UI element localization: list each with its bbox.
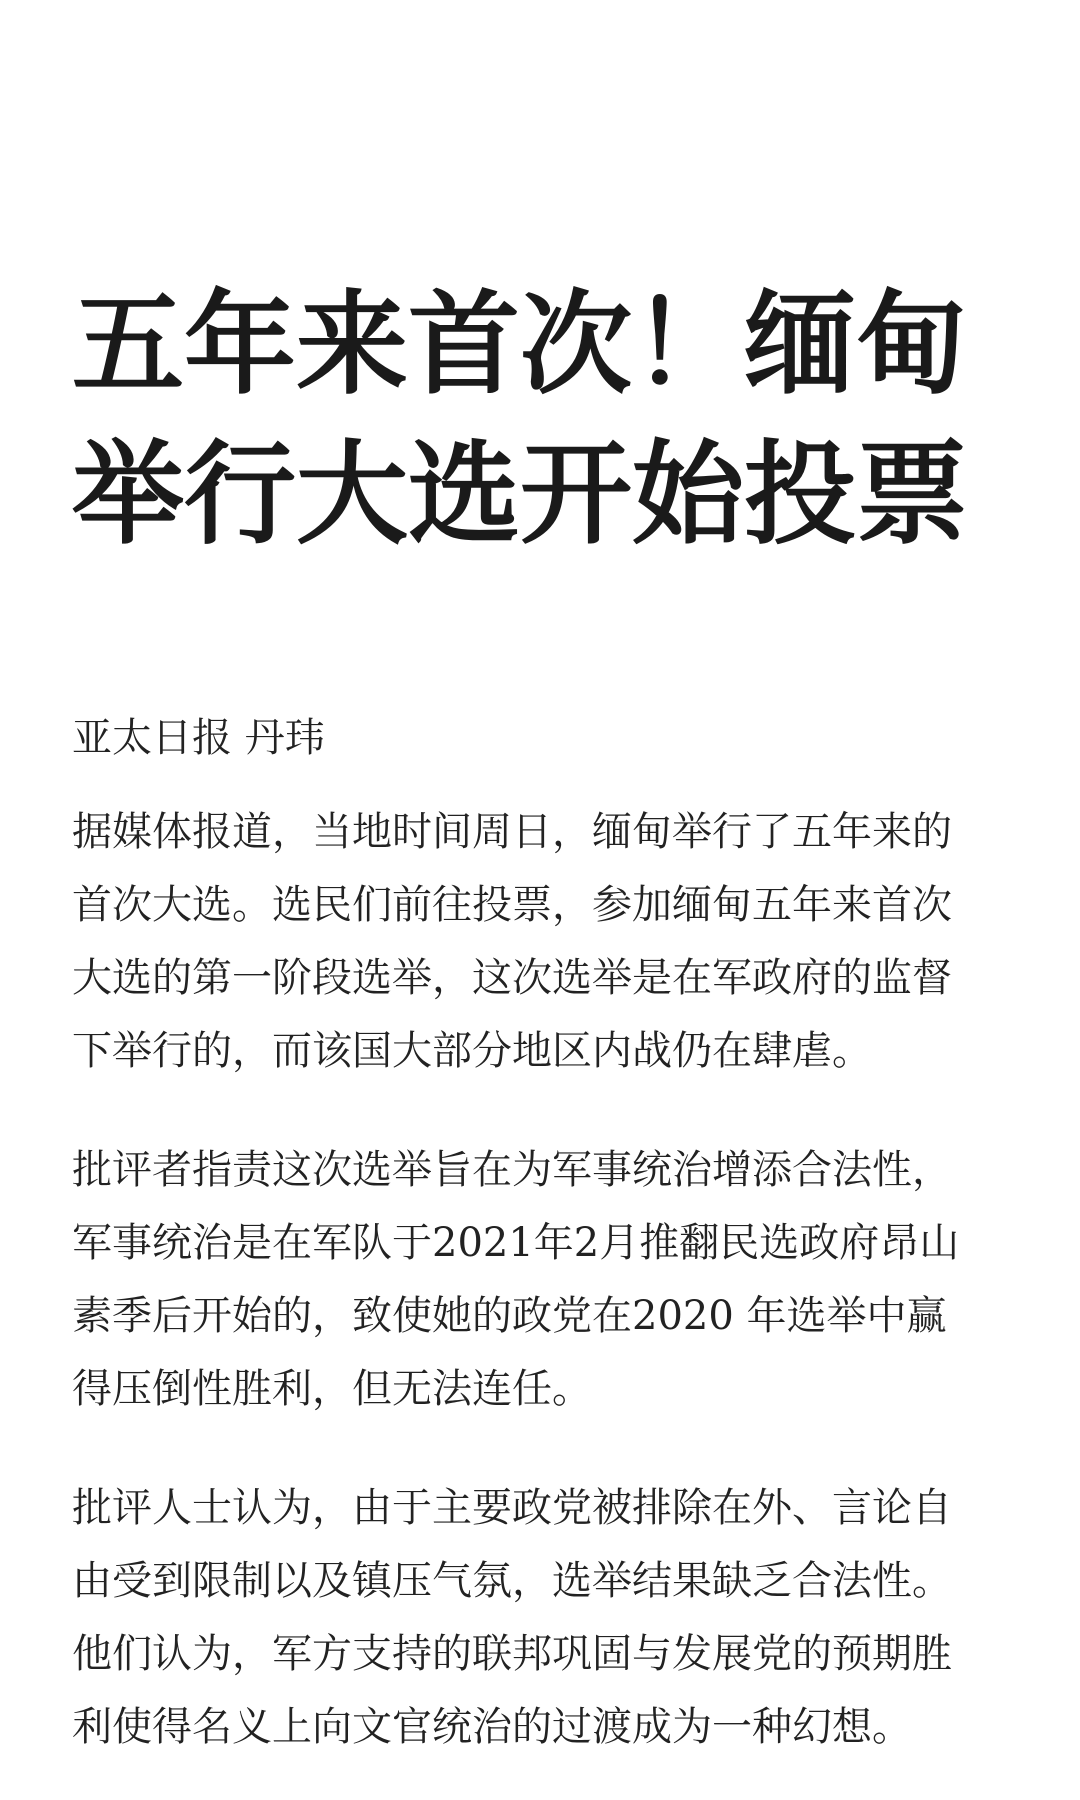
headline [72, 270, 1012, 570]
paragraph-line: 军事统治是在军队于2021年2月推翻民选政府昂山 [72, 1220, 960, 1266]
paragraph-line: 首次大选。选民们前往投票，参加缅甸五年来首次 [72, 882, 952, 928]
paragraph-line: 下举行的，而该国大部分地区内战仍在肆虐。 [72, 1028, 872, 1074]
byline: 亚太日报 丹玮 [72, 715, 325, 761]
paragraph-line: 素季后开始的，致使她的政党在2020 年选举中赢 [72, 1293, 947, 1339]
paragraph-line: 据媒体报道，当地时间周日，缅甸举行了五年来的 [72, 809, 952, 855]
paragraph-line: 由受到限制以及镇压气氛，选举结果缺乏合法性。 [72, 1558, 952, 1604]
headline-line: 举行大选开始投票 [72, 429, 968, 560]
article [72, 270, 1012, 1764]
paragraph-1 [72, 796, 1012, 1088]
paragraph-line: 他们认为，军方支持的联邦巩固与发展党的预期胜 [72, 1631, 952, 1677]
paragraph-2 [72, 1134, 1012, 1426]
paragraph-line: 批评人士认为，由于主要政党被排除在外、言论自 [72, 1485, 952, 1531]
headline-line: 五年来首次！缅甸 [72, 279, 968, 410]
paragraph-line: 大选的第一阶段选举，这次选举是在军政府的监督 [72, 955, 952, 1001]
paragraph-3 [72, 1472, 1012, 1764]
paragraph-line: 利使得名义上向文官统治的过渡成为一种幻想。 [72, 1704, 912, 1750]
paragraph-line: 批评者指责这次选举旨在为军事统治增添合法性， [72, 1147, 952, 1193]
paragraph-line: 得压倒性胜利，但无法连任。 [72, 1366, 592, 1412]
